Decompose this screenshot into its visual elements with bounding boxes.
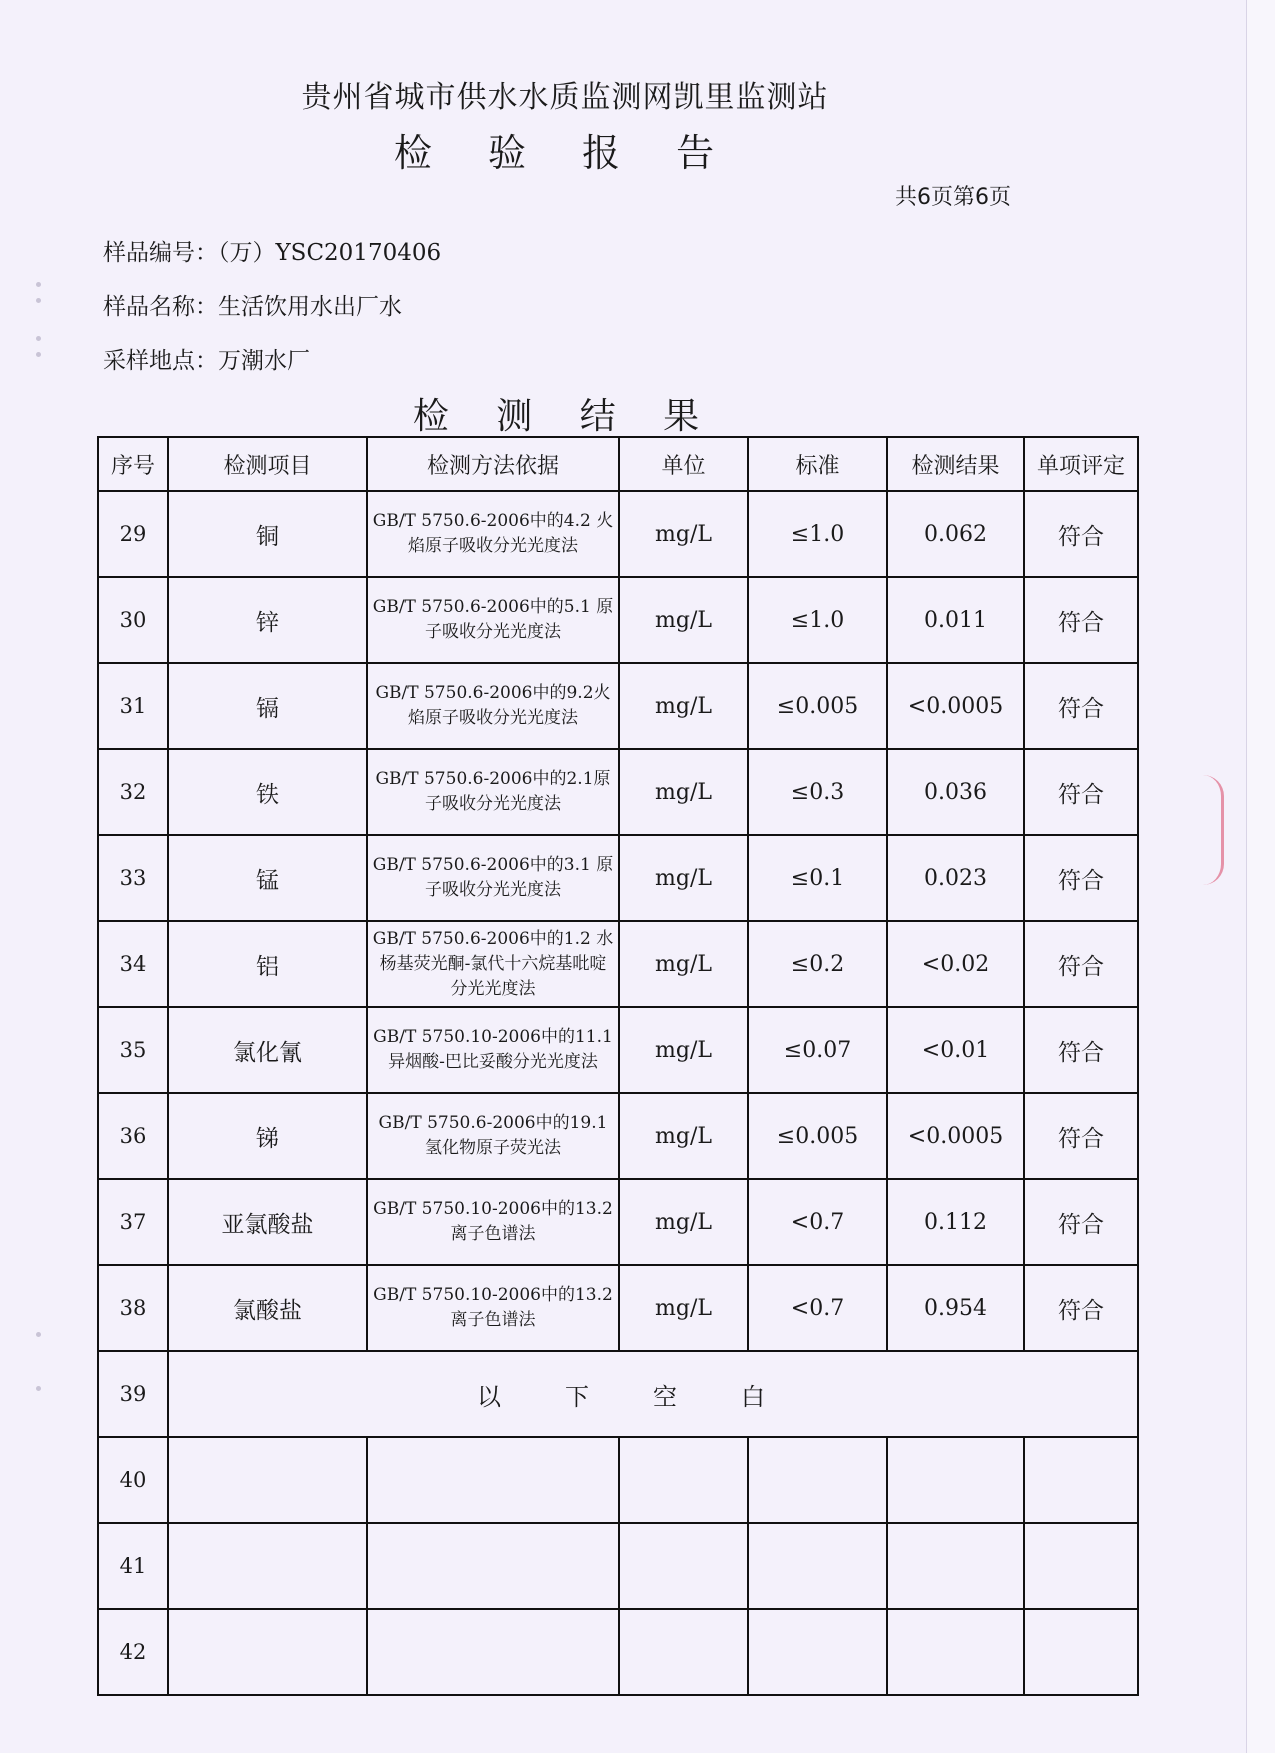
table-row <box>98 921 1138 1007</box>
table-row <box>98 663 1138 749</box>
row-number: 37 <box>98 1179 168 1265</box>
sampling-location-line <box>103 342 310 375</box>
empty-cell <box>748 1523 887 1609</box>
test-method: GB/T 5750.10-2006中的13.2 离子色谱法 <box>367 1179 619 1265</box>
unit: mg/L <box>619 663 748 749</box>
empty-cell <box>168 1523 367 1609</box>
evaluation: 符合 <box>1024 921 1138 1007</box>
test-result: 0.011 <box>887 577 1024 663</box>
row-number: 29 <box>98 491 168 577</box>
punch-hole-mark <box>36 336 41 341</box>
test-result: 0.023 <box>887 835 1024 921</box>
organization-title: 贵州省城市供水水质监测网凯里监测站 <box>301 80 829 115</box>
sampling-location-label: 采样地点： <box>103 348 218 374</box>
empty-cell <box>367 1609 619 1695</box>
evaluation: 符合 <box>1024 663 1138 749</box>
unit: mg/L <box>619 1093 748 1179</box>
results-title: 检 测 结 果 <box>412 396 718 437</box>
test-result: <0.0005 <box>887 1093 1024 1179</box>
row-number: 34 <box>98 921 168 1007</box>
row-number: 32 <box>98 749 168 835</box>
empty-cell <box>887 1523 1024 1609</box>
row-number: 41 <box>98 1523 168 1609</box>
table-row <box>98 749 1138 835</box>
sample-name-value: 生活饮用水出厂水 <box>218 294 402 320</box>
table-row <box>98 1265 1138 1351</box>
report-title: 检 验 报 告 <box>393 131 737 175</box>
empty-row <box>98 1523 1138 1609</box>
evaluation: 符合 <box>1024 1093 1138 1179</box>
blank-below-note: 以下空白 <box>168 1351 1138 1437</box>
table-row <box>98 1093 1138 1179</box>
empty-row <box>98 1609 1138 1695</box>
row-number: 38 <box>98 1265 168 1351</box>
empty-cell <box>619 1437 748 1523</box>
evaluation: 符合 <box>1024 491 1138 577</box>
empty-cell <box>748 1437 887 1523</box>
evaluation: 符合 <box>1024 1265 1138 1351</box>
test-item: 氯酸盐 <box>168 1265 367 1351</box>
test-method: GB/T 5750.6-2006中的19.1 氢化物原子荧光法 <box>367 1093 619 1179</box>
header-cell: 检测结果 <box>887 437 1024 491</box>
row-number: 30 <box>98 577 168 663</box>
row-number: 31 <box>98 663 168 749</box>
table-row <box>98 577 1138 663</box>
test-method: GB/T 5750.10-2006中的13.2 离子色谱法 <box>367 1265 619 1351</box>
empty-cell <box>1024 1609 1138 1695</box>
scan-page-edge <box>1246 0 1275 1753</box>
standard-limit: ≤0.3 <box>748 749 887 835</box>
unit: mg/L <box>619 749 748 835</box>
test-result: 0.062 <box>887 491 1024 577</box>
punch-hole-mark <box>36 298 41 303</box>
punch-hole-mark <box>36 352 41 357</box>
header-cell: 单项评定 <box>1024 437 1138 491</box>
header-cell: 检测方法依据 <box>367 437 619 491</box>
test-result: <0.0005 <box>887 663 1024 749</box>
blank-row <box>98 1351 1138 1437</box>
page-number: 共6页第6页 <box>895 185 1011 210</box>
standard-limit: ≤0.2 <box>748 921 887 1007</box>
empty-cell <box>748 1609 887 1695</box>
evaluation: 符合 <box>1024 835 1138 921</box>
row-number: 35 <box>98 1007 168 1093</box>
empty-cell <box>168 1609 367 1695</box>
unit: mg/L <box>619 1007 748 1093</box>
test-item: 亚氯酸盐 <box>168 1179 367 1265</box>
test-item: 铁 <box>168 749 367 835</box>
test-item: 镉 <box>168 663 367 749</box>
test-method: GB/T 5750.10-2006中的11.1 异烟酸-巴比妥酸分光光度法 <box>367 1007 619 1093</box>
sample-name-label: 样品名称： <box>103 294 218 320</box>
table-row <box>98 491 1138 577</box>
empty-row <box>98 1437 1138 1523</box>
empty-cell <box>1024 1523 1138 1609</box>
unit: mg/L <box>619 1179 748 1265</box>
results-table <box>97 436 1139 1696</box>
sample-number-label: 样品编号： <box>103 240 218 266</box>
test-result: 0.954 <box>887 1265 1024 1351</box>
punch-hole-mark <box>36 1332 41 1337</box>
empty-cell <box>367 1437 619 1523</box>
table-row <box>98 1007 1138 1093</box>
empty-cell <box>367 1523 619 1609</box>
test-method: GB/T 5750.6-2006中的5.1 原子吸收分光光度法 <box>367 577 619 663</box>
standard-limit: <0.7 <box>748 1179 887 1265</box>
punch-hole-mark <box>36 282 41 287</box>
test-item: 铝 <box>168 921 367 1007</box>
test-result: 0.112 <box>887 1179 1024 1265</box>
standard-limit: ≤0.005 <box>748 1093 887 1179</box>
test-method: GB/T 5750.6-2006中的9.2火焰原子吸收分光光度法 <box>367 663 619 749</box>
evaluation: 符合 <box>1024 1007 1138 1093</box>
sample-name-line <box>103 288 402 321</box>
unit: mg/L <box>619 577 748 663</box>
row-number: 33 <box>98 835 168 921</box>
standard-limit: ≤1.0 <box>748 491 887 577</box>
test-method: GB/T 5750.6-2006中的3.1 原子吸收分光光度法 <box>367 835 619 921</box>
test-method: GB/T 5750.6-2006中的4.2 火焰原子吸收分光光度法 <box>367 491 619 577</box>
evaluation: 符合 <box>1024 1179 1138 1265</box>
header-cell: 检测项目 <box>168 437 367 491</box>
standard-limit: ≤0.07 <box>748 1007 887 1093</box>
test-item: 氯化氰 <box>168 1007 367 1093</box>
test-item: 锑 <box>168 1093 367 1179</box>
row-number: 42 <box>98 1609 168 1695</box>
test-result: 0.036 <box>887 749 1024 835</box>
table-row <box>98 1179 1138 1265</box>
standard-limit: ≤1.0 <box>748 577 887 663</box>
unit: mg/L <box>619 1265 748 1351</box>
header-cell: 标准 <box>748 437 887 491</box>
table-row <box>98 835 1138 921</box>
header-cell: 单位 <box>619 437 748 491</box>
empty-cell <box>168 1437 367 1523</box>
test-method: GB/T 5750.6-2006中的1.2 水杨基荧光酮-氯代十六烷基吡啶分光光度法 <box>367 921 619 1007</box>
row-number: 40 <box>98 1437 168 1523</box>
sampling-location-value: 万潮水厂 <box>218 348 310 374</box>
standard-limit: ≤0.005 <box>748 663 887 749</box>
seal-stamp-edge <box>1203 775 1224 885</box>
evaluation: 符合 <box>1024 749 1138 835</box>
header-cell: 序号 <box>98 437 168 491</box>
standard-limit: <0.7 <box>748 1265 887 1351</box>
row-number: 39 <box>98 1351 168 1437</box>
test-item: 锰 <box>168 835 367 921</box>
test-result: <0.02 <box>887 921 1024 1007</box>
empty-cell <box>887 1609 1024 1695</box>
empty-cell <box>887 1437 1024 1523</box>
standard-limit: ≤0.1 <box>748 835 887 921</box>
punch-hole-mark <box>36 1386 41 1391</box>
empty-cell <box>619 1523 748 1609</box>
test-method: GB/T 5750.6-2006中的2.1原子吸收分光光度法 <box>367 749 619 835</box>
table-header-row <box>98 437 1138 491</box>
unit: mg/L <box>619 491 748 577</box>
test-result: <0.01 <box>887 1007 1024 1093</box>
unit: mg/L <box>619 835 748 921</box>
test-item: 锌 <box>168 577 367 663</box>
sample-number-value: （万）YSC20170406 <box>218 240 442 266</box>
sample-number-line <box>103 234 441 267</box>
test-item: 铜 <box>168 491 367 577</box>
empty-cell <box>619 1609 748 1695</box>
evaluation: 符合 <box>1024 577 1138 663</box>
row-number: 36 <box>98 1093 168 1179</box>
empty-cell <box>1024 1437 1138 1523</box>
unit: mg/L <box>619 921 748 1007</box>
